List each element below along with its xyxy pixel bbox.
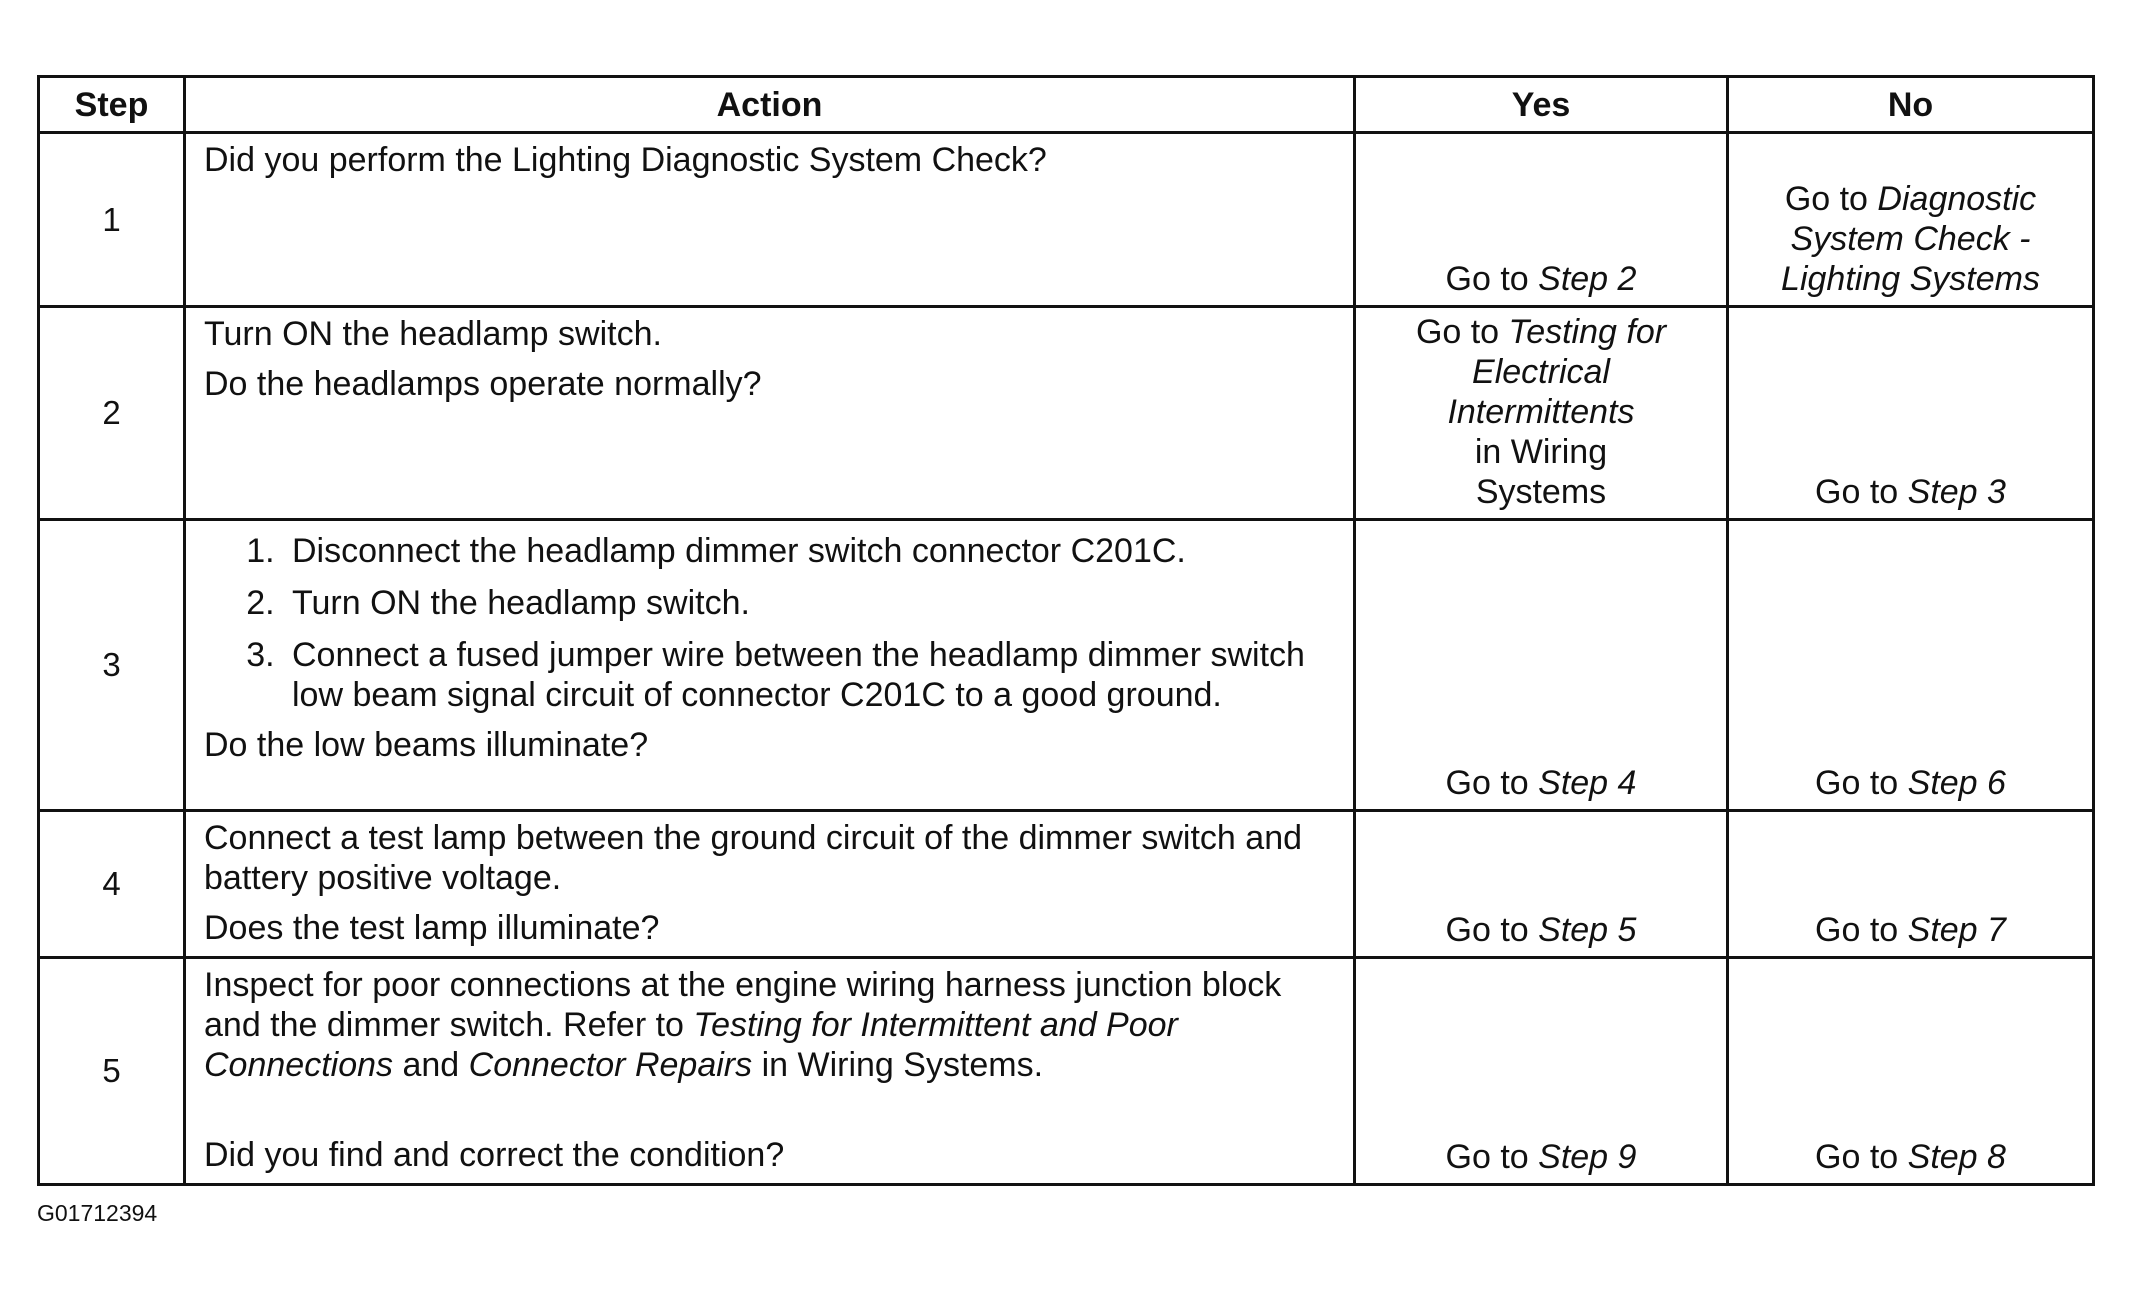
yes-step-link[interactable]: Step 4 <box>1538 764 1637 802</box>
step-number: 3 <box>39 520 185 811</box>
list-item: 3. Connect a fused jumper wire between the headlamp dimmer switch low beam signal circuit of connector C201C to a good ground. <box>284 635 1333 715</box>
ref-link-testing[interactable]: Testing for Intermittent and Poor Connections <box>204 1006 1178 1084</box>
step-number: 5 <box>39 958 185 1185</box>
action-cell <box>185 307 1355 520</box>
list-item: 2. Turn ON the headlamp switch. <box>284 583 1333 623</box>
yes-cell <box>1355 811 1728 958</box>
figure-id: G01712394 <box>37 1200 158 1226</box>
header-step: Step <box>39 77 185 133</box>
no-cell <box>1728 307 2094 520</box>
action-steps-list <box>204 531 1333 715</box>
no-ref-link[interactable]: Diagnostic <box>1877 180 2037 218</box>
action-question: Did you find and correct the condition? <box>204 1136 785 1174</box>
diagnostic-table <box>37 75 2095 1186</box>
no-cell <box>1728 133 2094 307</box>
action-text-part: Inspect for poor connections at the engine wiring harness junction block and the dimmer switch. Refer to <box>204 966 1282 1044</box>
action-question: Do the low beams illuminate? <box>204 726 649 764</box>
action-text-part: in Wiring Systems. <box>752 1046 1044 1084</box>
no-ref-link[interactable]: System Check - <box>1790 220 2031 258</box>
yes-step-link[interactable]: Step 5 <box>1538 911 1637 949</box>
yes-step-link[interactable]: Step 9 <box>1538 1138 1637 1176</box>
yes-cell <box>1355 520 1728 811</box>
no-cell <box>1728 811 2094 958</box>
action-text: Connect a test lamp between the ground circuit of the dimmer switch and battery positive voltage. <box>204 819 1303 897</box>
table-row <box>39 958 2094 1185</box>
no-prefix: Go to <box>1815 1138 1908 1176</box>
header-action: Action <box>185 77 1355 133</box>
list-item: 1. Disconnect the headlamp dimmer switch connector C201C. <box>284 531 1333 571</box>
no-cell <box>1728 958 2094 1185</box>
table-row <box>39 133 2094 307</box>
table-row <box>39 811 2094 958</box>
yes-ref-link[interactable]: Electrical <box>1472 353 1610 391</box>
yes-cell <box>1355 133 1728 307</box>
action-text: Turn ON the headlamp switch. <box>204 315 662 353</box>
action-cell <box>185 520 1355 811</box>
step-number: 1 <box>39 133 185 307</box>
no-prefix: Go to <box>1815 911 1908 949</box>
action-text: Did you perform the Lighting Diagnostic System Check? <box>204 141 1047 179</box>
action-text-part: and <box>393 1046 469 1084</box>
no-prefix: Go to <box>1784 180 1878 218</box>
yes-prefix: Go to <box>1415 313 1509 351</box>
no-prefix: Go to <box>1815 764 1908 802</box>
action-question: Do the headlamps operate normally? <box>204 365 762 403</box>
no-ref-link[interactable]: Lighting Systems <box>1781 260 2040 298</box>
yes-ref-link[interactable]: Testing for <box>1508 313 1667 351</box>
no-step-link[interactable]: Step 3 <box>1907 473 2006 511</box>
action-cell <box>185 958 1355 1185</box>
yes-prefix: Go to <box>1445 911 1539 949</box>
no-step-link[interactable]: Step 6 <box>1907 764 2006 802</box>
yes-step-link[interactable]: Step 2 <box>1538 260 1637 298</box>
table-row <box>39 307 2094 520</box>
yes-prefix: Go to <box>1445 764 1539 802</box>
step-number: 4 <box>39 811 185 958</box>
yes-suffix: in Wiring <box>1474 433 1608 471</box>
no-cell <box>1728 520 2094 811</box>
no-prefix: Go to <box>1815 473 1908 511</box>
yes-cell <box>1355 307 1728 520</box>
ref-link-connector-repairs[interactable]: Connector Repairs <box>468 1046 753 1084</box>
action-text <box>204 965 1333 1085</box>
yes-cell <box>1355 958 1728 1185</box>
step-number: 2 <box>39 307 185 520</box>
no-step-link[interactable]: Step 7 <box>1907 911 2006 949</box>
yes-prefix: Go to <box>1445 260 1539 298</box>
no-step-link[interactable]: Step 8 <box>1907 1138 2006 1176</box>
action-cell <box>185 811 1355 958</box>
table-header-row <box>39 77 2094 133</box>
yes-prefix: Go to <box>1445 1138 1539 1176</box>
header-yes: Yes <box>1355 77 1728 133</box>
header-no: No <box>1728 77 2094 133</box>
action-cell <box>185 133 1355 307</box>
yes-ref-link[interactable]: Intermittents <box>1447 393 1635 431</box>
action-question: Does the test lamp illuminate? <box>204 909 660 947</box>
table-row <box>39 520 2094 811</box>
yes-suffix: Systems <box>1475 473 1607 511</box>
